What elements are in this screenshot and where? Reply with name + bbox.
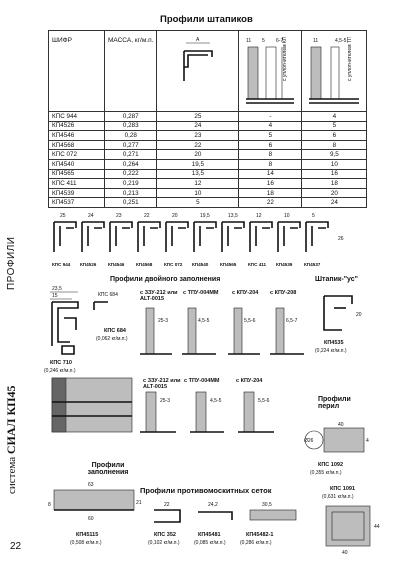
strip-code-label: КП4565 xyxy=(220,262,237,267)
table-cell: КП4539 xyxy=(49,188,105,198)
ms2-dim: 24,2 xyxy=(208,502,218,508)
fill-dim-63: 63 xyxy=(88,482,94,488)
system-prefix: система xyxy=(6,456,18,494)
strip-profile xyxy=(108,213,132,267)
kps1091-mass: (0,631 кг/м.п.) xyxy=(322,494,354,500)
kp45482-mass: (0,286 кг/м.п.) xyxy=(240,540,272,546)
strip-width-label: 5 xyxy=(312,213,315,219)
table-cell: 16 xyxy=(239,179,302,189)
table-cell: 18 xyxy=(302,179,367,189)
dim-d4: 11 xyxy=(313,38,319,44)
table-cell: 6 xyxy=(302,131,367,141)
kps684-mass: (0,062 кг/м.п.) xyxy=(96,336,128,342)
dim-25-3: 25-3 xyxy=(158,318,169,324)
fill-title xyxy=(80,462,136,476)
table-cell: 6 xyxy=(239,140,302,150)
system-name: СИАЛ КП45 xyxy=(4,385,18,455)
shtapik-us-title: Штапик-"ус" xyxy=(315,276,358,283)
table-cell: 0,213 xyxy=(105,188,157,198)
strip-profile xyxy=(80,213,104,267)
kp45115-drawing xyxy=(48,480,148,535)
dim-d2: 5 xyxy=(262,38,266,44)
strip-code-label: КПС 944 xyxy=(52,262,71,267)
strip-code-label: КП4526 xyxy=(80,262,97,267)
table-cell: 20 xyxy=(302,188,367,198)
table-cell: 12 xyxy=(157,179,239,189)
strip-width-label: 20 xyxy=(172,213,178,219)
dim-d1: 11 xyxy=(246,38,252,44)
table-row xyxy=(49,121,367,131)
table-cell: 0,28 xyxy=(105,131,157,141)
lower-variant-1: с ЗЗУ-212 или ALT-0015 xyxy=(143,378,181,390)
ms3-dim: 30,5 xyxy=(262,502,272,508)
kps684-code-label: КПС 684 xyxy=(104,328,126,334)
kp4535-mass: (0,224 кг/м.п.) xyxy=(315,348,347,354)
table-cell: КПС 944 xyxy=(49,112,105,122)
table-cell: 0,271 xyxy=(105,150,157,160)
mosquito-drawing xyxy=(150,500,310,530)
table-cell: 20 xyxy=(157,150,239,160)
lower-dim-1: 25-3 xyxy=(160,398,171,404)
header-col4-text: с уплотнителем ТПУ-004ММ xyxy=(347,37,354,81)
kp45115-code: КП45115 xyxy=(76,532,99,538)
table-cell: 10 xyxy=(157,188,239,198)
railing-code: КПС 1092 xyxy=(318,462,344,468)
railing-drawing xyxy=(300,420,372,460)
table-row xyxy=(49,150,367,160)
table-cell: 5 xyxy=(157,198,239,208)
shtapik-section-drawing xyxy=(168,37,228,105)
dim-20: 20 xyxy=(356,312,362,318)
variant-label-2: с ТПУ-004ММ xyxy=(183,290,219,296)
table-cell: КП4526 xyxy=(49,121,105,131)
kps1091-drawing xyxy=(318,502,388,558)
strip-profile xyxy=(136,213,160,267)
table-cell: 13,5 xyxy=(157,169,239,179)
railing-mass: (0,355 кг/м.п.) xyxy=(310,470,342,476)
table-cell: 0,283 xyxy=(105,121,157,131)
kps352-code: КПС 352 xyxy=(154,532,176,538)
kp45481-mass: (0,085 кг/м.п.) xyxy=(194,540,226,546)
strip-width-label: 22 xyxy=(144,213,150,219)
table-cell: 4 xyxy=(302,112,367,122)
strip-code-label: КП4540 xyxy=(192,262,209,267)
railing-dim-40: 40 xyxy=(338,422,344,428)
fill-dim-8: 8 xyxy=(48,502,51,508)
table-cell: 8 xyxy=(239,159,302,169)
strip-code-label: КП4537 xyxy=(304,262,321,267)
fill-dim-60: 60 xyxy=(88,516,94,522)
fill-title-text: Профили заполнения xyxy=(87,462,129,476)
strip-width-label: 19,5 xyxy=(200,213,210,219)
variant-label-1: с ЗЗУ-212 или ALT-0015 xyxy=(140,290,178,302)
table-cell: 8 xyxy=(239,150,302,160)
table-row xyxy=(49,169,367,179)
fill-dim-21: 21 xyxy=(136,500,142,506)
table-cell: 5 xyxy=(239,131,302,141)
table-cell: 14 xyxy=(239,169,302,179)
header-with-tpu004 xyxy=(302,31,367,112)
strip-width-label: 23 xyxy=(116,213,122,219)
dim-5-5-6: 5,5-6 xyxy=(244,318,256,324)
strip-width-label: 13,5 xyxy=(228,213,238,219)
table-cell: 0,251 xyxy=(105,198,157,208)
table-cell: КП4546 xyxy=(49,131,105,141)
table-cell: КПС 411 xyxy=(49,179,105,189)
side-system-label xyxy=(4,385,19,494)
header-code: ШИФР xyxy=(49,31,105,112)
table-cell: 22 xyxy=(239,198,302,208)
variant-label-3: с КПУ-204 xyxy=(232,290,259,296)
lower-variant-3: с КПУ-204 xyxy=(236,378,263,384)
table-cell: 24 xyxy=(157,121,239,131)
double-section-title: Профили двойного заполнения xyxy=(110,276,221,283)
strip-profile xyxy=(248,213,272,267)
dim-6-5-7: 6,5-7 xyxy=(286,318,298,324)
table-cell: 0,264 xyxy=(105,159,157,169)
strip-profile xyxy=(304,213,328,267)
table-cell: 22 xyxy=(157,140,239,150)
kps1091-dim-40: 40 xyxy=(342,550,348,556)
kp45115-mass: (0,508 кг/м.п.) xyxy=(70,540,102,546)
mosquito-title: Профили противомоскитных сеток xyxy=(140,486,272,495)
table-cell: 25 xyxy=(157,112,239,122)
strip-profile xyxy=(52,213,76,267)
header-with-kpu204 xyxy=(239,31,302,112)
variant-label-4: с КПУ-208 xyxy=(270,290,297,296)
strip-width-label: 12 xyxy=(256,213,262,219)
table-cell: 5 xyxy=(302,121,367,131)
table-cell: - xyxy=(239,112,302,122)
kps710-mass: (0,246 кг/м.п.) xyxy=(44,368,76,374)
profile-specs-table xyxy=(48,30,367,208)
strip-profile xyxy=(276,213,300,267)
table-cell: КП4565 xyxy=(49,169,105,179)
kps1091-dim-44: 44 xyxy=(374,524,380,530)
table-cell: 9,5 xyxy=(302,150,367,160)
dim-4-5-5: 4,5-5 xyxy=(198,318,210,324)
railing-dim-4: 4 xyxy=(366,438,369,444)
kp45482-code: КП45482-1 xyxy=(246,532,274,538)
strip-height-label: 26 xyxy=(338,236,344,242)
side-section-text: ПРОФИЛИ xyxy=(6,236,17,290)
kp4535-drawing xyxy=(318,290,378,345)
header-mass: МАССА, кг/м.п. xyxy=(105,31,157,112)
table-cell: 0,287 xyxy=(105,112,157,122)
strip-code-label: КПС 072 xyxy=(164,262,183,267)
strip-profile xyxy=(192,213,216,267)
table-cell: КП4537 xyxy=(49,198,105,208)
kps710-code: КПС 710 xyxy=(50,360,72,366)
table-cell: 23 xyxy=(157,131,239,141)
table-cell: 24 xyxy=(302,198,367,208)
dim-23-5: 23,5 xyxy=(52,286,62,292)
table-body xyxy=(49,112,367,208)
strip-width-label: 10 xyxy=(284,213,290,219)
table-cell: 4 xyxy=(239,121,302,131)
table-cell: 18 xyxy=(239,188,302,198)
shtapik-profiles-strip xyxy=(48,212,348,272)
table-cell: КП4568 xyxy=(49,140,105,150)
kp4535-code: КП4535 xyxy=(324,340,344,346)
table-row xyxy=(49,179,367,189)
strip-code-label: КП4539 xyxy=(276,262,293,267)
table-cell: КПС 072 xyxy=(49,150,105,160)
tpu004-section-drawing xyxy=(305,37,363,109)
railing-dim-dia: Ø26 xyxy=(304,438,314,444)
table-cell: 8 xyxy=(302,140,367,150)
side-section-label xyxy=(6,237,17,290)
header-shape-A xyxy=(157,31,239,112)
table-row xyxy=(49,198,367,208)
table-row xyxy=(49,188,367,198)
dim-d3: 6-7 xyxy=(276,38,284,44)
strip-code-label: КПС 411 xyxy=(248,262,267,267)
strip-width-label: 24 xyxy=(88,213,94,219)
lower-dim-3: 5,5-6 xyxy=(258,398,270,404)
kp45481-code: КП45481 xyxy=(198,532,221,538)
table-row xyxy=(49,131,367,141)
lower-dim-2: 4,5-5 xyxy=(210,398,222,404)
table-row xyxy=(49,159,367,169)
kps1091-code: КПС 1091 xyxy=(330,486,356,492)
ms1-dim: 22 xyxy=(164,502,170,508)
table-row xyxy=(49,140,367,150)
top-section-title: Профили штапиков xyxy=(160,14,253,25)
table-row xyxy=(49,112,367,122)
table-cell: 10 xyxy=(302,159,367,169)
table-header-row xyxy=(49,31,367,112)
lower-variant-2: с ТПУ-004ММ xyxy=(184,378,220,384)
dim-A-label: A xyxy=(195,37,200,43)
table-cell: 0,277 xyxy=(105,140,157,150)
dim-15: 15 xyxy=(52,293,58,299)
table-cell: 19,5 xyxy=(157,159,239,169)
kpu204-section-drawing xyxy=(242,37,298,109)
strip-width-label: 25 xyxy=(60,213,66,219)
strip-profile xyxy=(220,213,244,267)
double-variants-drawing xyxy=(136,302,316,362)
table-cell: 0,222 xyxy=(105,169,157,179)
strip-code-label: КП4546 xyxy=(108,262,125,267)
strip-profile xyxy=(164,213,188,267)
table-cell: 0,219 xyxy=(105,179,157,189)
kps684-code: КПС 684 xyxy=(98,292,118,298)
table-cell: 16 xyxy=(302,169,367,179)
railing-title: Профили перил xyxy=(318,396,351,410)
page-number: 22 xyxy=(10,541,22,552)
strip-code-label: КП4568 xyxy=(136,262,153,267)
dim-d5: 4,5-5 xyxy=(335,38,347,44)
header-col3-text: с уплотнителем КПУ-204 xyxy=(282,37,289,81)
lower-assembly-drawing xyxy=(48,372,288,442)
kps352-mass: (0,102 кг/м.п.) xyxy=(148,540,180,546)
table-cell: КП4540 xyxy=(49,159,105,169)
